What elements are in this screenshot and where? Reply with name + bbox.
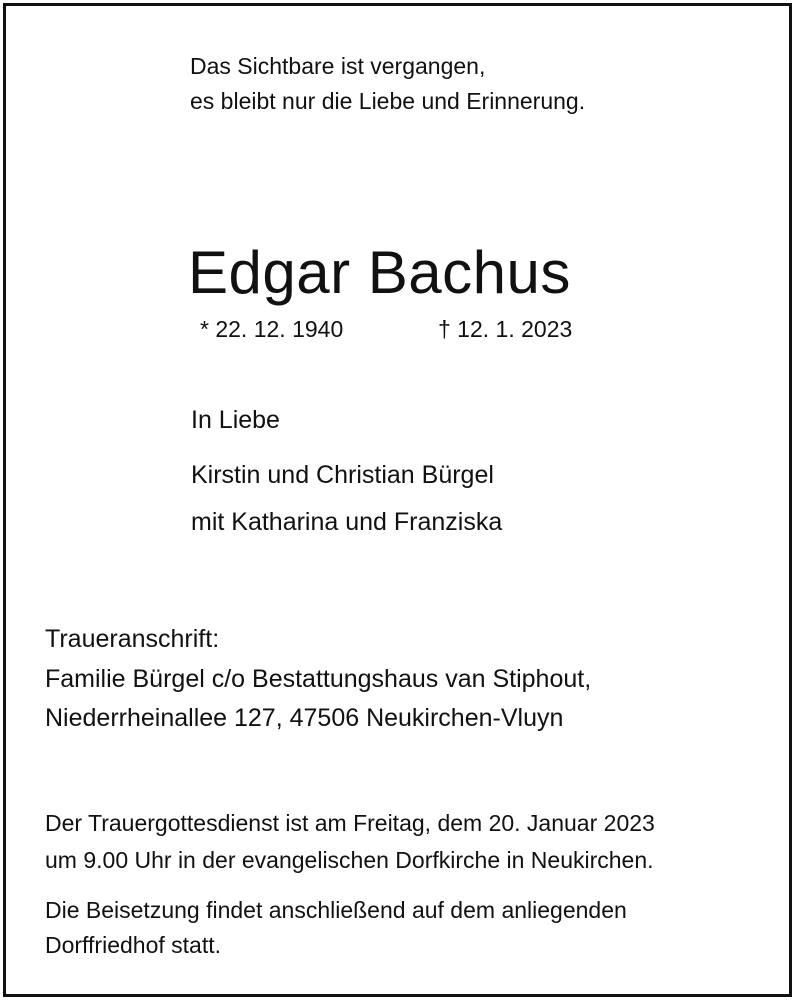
motto-line-1: Das Sichtbare ist vergangen, <box>190 53 486 79</box>
burial-line-1: Die Beisetzung findet anschließend auf dem anliegenden <box>45 897 627 923</box>
deceased-name: Edgar Bachus <box>188 239 571 306</box>
service-line-1: Der Trauergottesdienst ist am Freitag, dem 20. Januar 2023 <box>45 810 655 836</box>
mourners-intro: In Liebe <box>191 406 280 434</box>
mourners-line-1: Kirstin und Christian Bürgel <box>191 461 494 489</box>
birth-date: * 22. 12. 1940 <box>200 316 344 342</box>
address-line-2: Niederrheinallee 127, 47506 Neukirchen-Vluyn <box>45 704 564 732</box>
death-date: † 12. 1. 2023 <box>438 316 573 342</box>
address-line-1: Familie Bürgel c/o Bestattungshaus van Stiphout, <box>45 665 592 693</box>
burial-line-2: Dorffriedhof statt. <box>45 932 221 958</box>
service-line-2: um 9.00 Uhr in der evangelischen Dorfkirche in Neukirchen. <box>45 847 654 873</box>
motto-line-2: es bleibt nur die Liebe und Erinnerung. <box>190 88 586 114</box>
mourners-line-2: mit Katharina und Franziska <box>191 508 503 536</box>
address-label: Traueranschrift: <box>45 625 220 653</box>
